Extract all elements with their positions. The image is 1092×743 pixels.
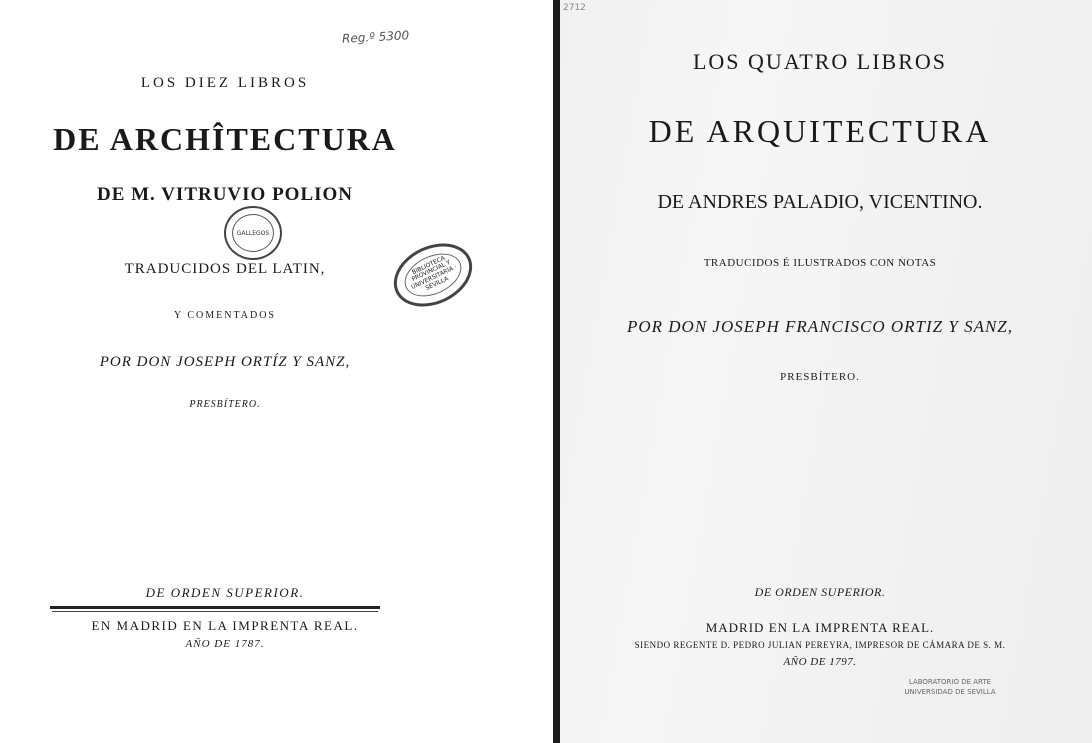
right-presbitero-line: PRESBÍTERO. [780, 371, 860, 383]
right-title-line-1: LOS QUATRO LIBROS [692, 49, 948, 74]
left-title-line-1: LOS DIEZ LIBROS [140, 75, 310, 91]
library-stamp-small-text: GALLEGOS [232, 214, 274, 252]
book-gutter [553, 0, 560, 743]
library-stamp-small [224, 206, 282, 260]
right-order-line: DE ORDEN SUPERIOR. [754, 585, 886, 599]
left-translator-line: POR DON JOSEPH ORTÍZ Y SANZ, [99, 354, 351, 370]
left-translated-line: TRADUCIDOS DEL LATIN, [124, 261, 326, 277]
left-order-line: DE ORDEN SUPERIOR. [145, 585, 305, 600]
right-imprint-line: MADRID EN LA IMPRENTA REAL. [705, 620, 935, 635]
right-author-line: DE ANDRES PALADIO, VICENTINO. [657, 191, 983, 213]
laboratorio-stamp-line-2: UNIVERSIDAD DE SEVILLA [904, 687, 996, 696]
imprint-rule-thin [52, 611, 378, 612]
right-regent-line: SIENDO REGENTE D. PEDRO JULIAN PEREYRA, IMPRESOR DE CÁMARA DE S. M. [634, 640, 1006, 650]
left-year-line: AÑO DE 1787. [185, 638, 265, 650]
laboratorio-stamp-line-1: LABORATORIO DE ARTE [908, 678, 992, 686]
right-year-line: AÑO DE 1797. [783, 656, 857, 668]
left-presbitero-line: PRESBÍTERO. [189, 399, 261, 410]
right-title-main: DE ARQUITECTURA [648, 113, 992, 149]
right-title-page [560, 0, 1092, 743]
left-commented-line: Y COMENTADOS [174, 310, 276, 321]
corner-pencil-note: 2712 [563, 3, 586, 13]
left-author-line: DE M. VITRUVIO POLION [96, 184, 354, 205]
left-title-main: DE ARCHÎTECTURA [53, 121, 397, 157]
imprint-rule-thick [50, 606, 380, 609]
left-imprint-line: EN MADRID EN LA IMPRENTA REAL. [91, 618, 359, 633]
right-translated-line: TRADUCIDOS É ILUSTRADOS CON NOTAS [703, 257, 937, 269]
right-translator-line: POR DON JOSEPH FRANCISCO ORTIZ Y SANZ, [626, 317, 1014, 336]
library-stamp-large-text: BIBLIOTECA PROVINCIAL Y UNIVERSITARIA · SEVILLA [398, 245, 468, 305]
handwritten-register-note: Reg.º 5300 [341, 28, 410, 46]
laboratorio-stamp [900, 678, 1000, 698]
